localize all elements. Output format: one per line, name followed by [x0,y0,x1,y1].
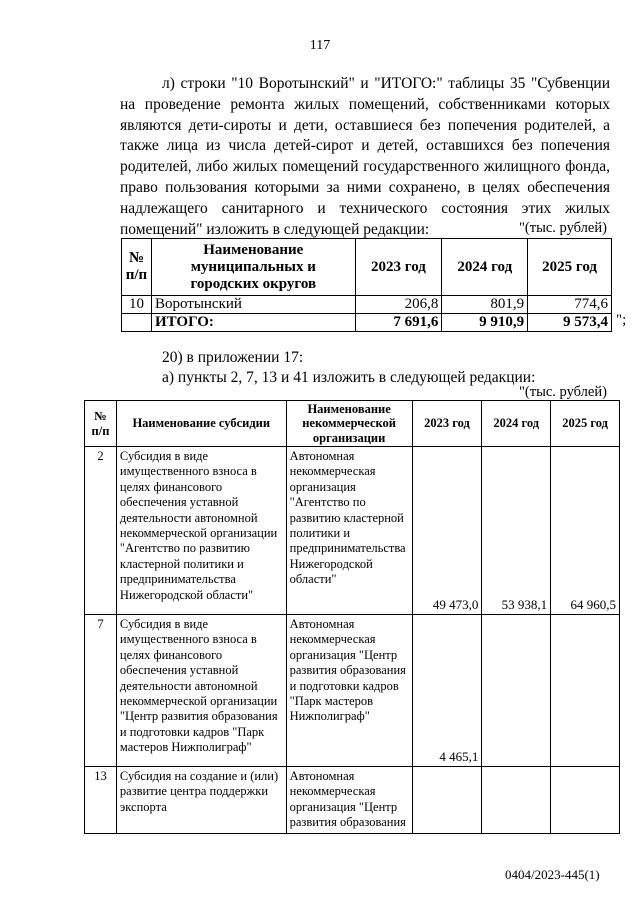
table1-header-num: № п/п [122,239,152,296]
table1-header-2024: 2024 год [442,239,528,296]
row-2025 [551,615,620,767]
total-num [122,314,152,332]
table2-header-num: № п/п [85,401,117,447]
table2-header-row [85,401,620,447]
row-name: Воротынский [151,296,355,314]
table2-header-subsidy: Наименование субсидии [116,401,286,447]
row-2025: 774,6 [528,296,612,314]
table1-closing-mark: "; [616,312,627,328]
subvention-table [121,238,612,332]
row-org: Автономная некоммерческая организация "Агентство по развитию кластерной политики и предпринимательства Нижегородской области" [286,447,412,615]
row-num: 7 [85,615,117,767]
table2-header-2025: 2025 год [551,401,620,447]
table2-header-2023: 2023 год [412,401,482,447]
total-label: ИТОГО: [151,314,355,332]
row-2023: 49 473,0 [412,447,482,615]
total-row [122,314,612,332]
row-org: Автономная некоммерческая организация "Центр развития образования и подготовки кадров "Парк мастеров Нижполиграф" [286,615,412,767]
table1-header-row [122,239,612,296]
table-row [85,615,620,767]
row-2024: 53 938,1 [482,447,551,615]
table2-header-org: Наименование некоммерческой организации [286,401,412,447]
row-2025: 64 960,5 [551,447,620,615]
total-2023: 7 691,6 [355,314,442,332]
row-subsidy: Субсидия на создание и (или) развитие центра поддержки экспорта [116,767,286,834]
table-row [85,767,620,834]
table1-header-name: Наименование муниципальных и городских округов [151,239,355,296]
row-subsidy: Субсидия в виде имущественного взноса в целях финансового обеспечения уставной деятельности автономной некоммерческой организации "Центр развития образования и подготовки кадров "Парк мастеров Нижполиграф" [116,615,286,767]
row-2023: 4 465,1 [412,615,482,767]
subsidy-table [84,400,620,834]
row-2024 [482,615,551,767]
row-2024: 801,9 [442,296,528,314]
table-row [85,447,620,615]
total-2024: 9 910,9 [442,314,528,332]
row-2024 [482,767,551,834]
table1-header-2023: 2023 год [355,239,442,296]
footer-document-code: 0404/2023-445(1) [505,867,600,882]
row-2023 [412,767,482,834]
table-row [122,296,612,314]
unit-label-2: "(тыс. рублей) [519,384,607,400]
row-2023: 206,8 [355,296,442,314]
row-2025 [551,767,620,834]
row-org: Автономная некоммерческая организация "Центр развития образования [286,767,412,834]
row-num: 2 [85,447,117,615]
row-subsidy: Субсидия в виде имущественного взноса в целях финансового обеспечения уставной деятельности автономной некоммерческой организации "Агентство по развитию кластерной политики и предпринимательства Нижегородской области" [116,447,286,615]
table1-header-2025: 2025 год [528,239,612,296]
table2-header-2024: 2024 год [482,401,551,447]
unit-label-1: "(тыс. рублей) [519,220,607,236]
section-20-heading: 20) в приложении 17: [162,349,304,366]
section-a-heading: а) пункты 2, 7, 13 и 41 изложить в следующей редакции: [162,369,536,386]
intro-paragraph: л) строки "10 Воротынский" и "ИТОГО:" таблицы 35 "Субвенции на проведение ремонта жилых помещений, собственниками которых являются дети-сироты и дети, оставшиеся без попечения родителей, а также лица из числа детей-сирот и детей, оставшихся без попечения родителей, либо жилых помещений государственного жилищного фонда, право пользования которыми за ними сохранено, в целях обеспечения надлежащего санитарного и технического состояния этих жилых помещений" изложить в следующей редакции: [120,75,610,238]
page-number: 117 [309,38,331,53]
total-2025: 9 573,4 [528,314,612,332]
row-num: 13 [85,767,117,834]
row-num: 10 [122,296,152,314]
